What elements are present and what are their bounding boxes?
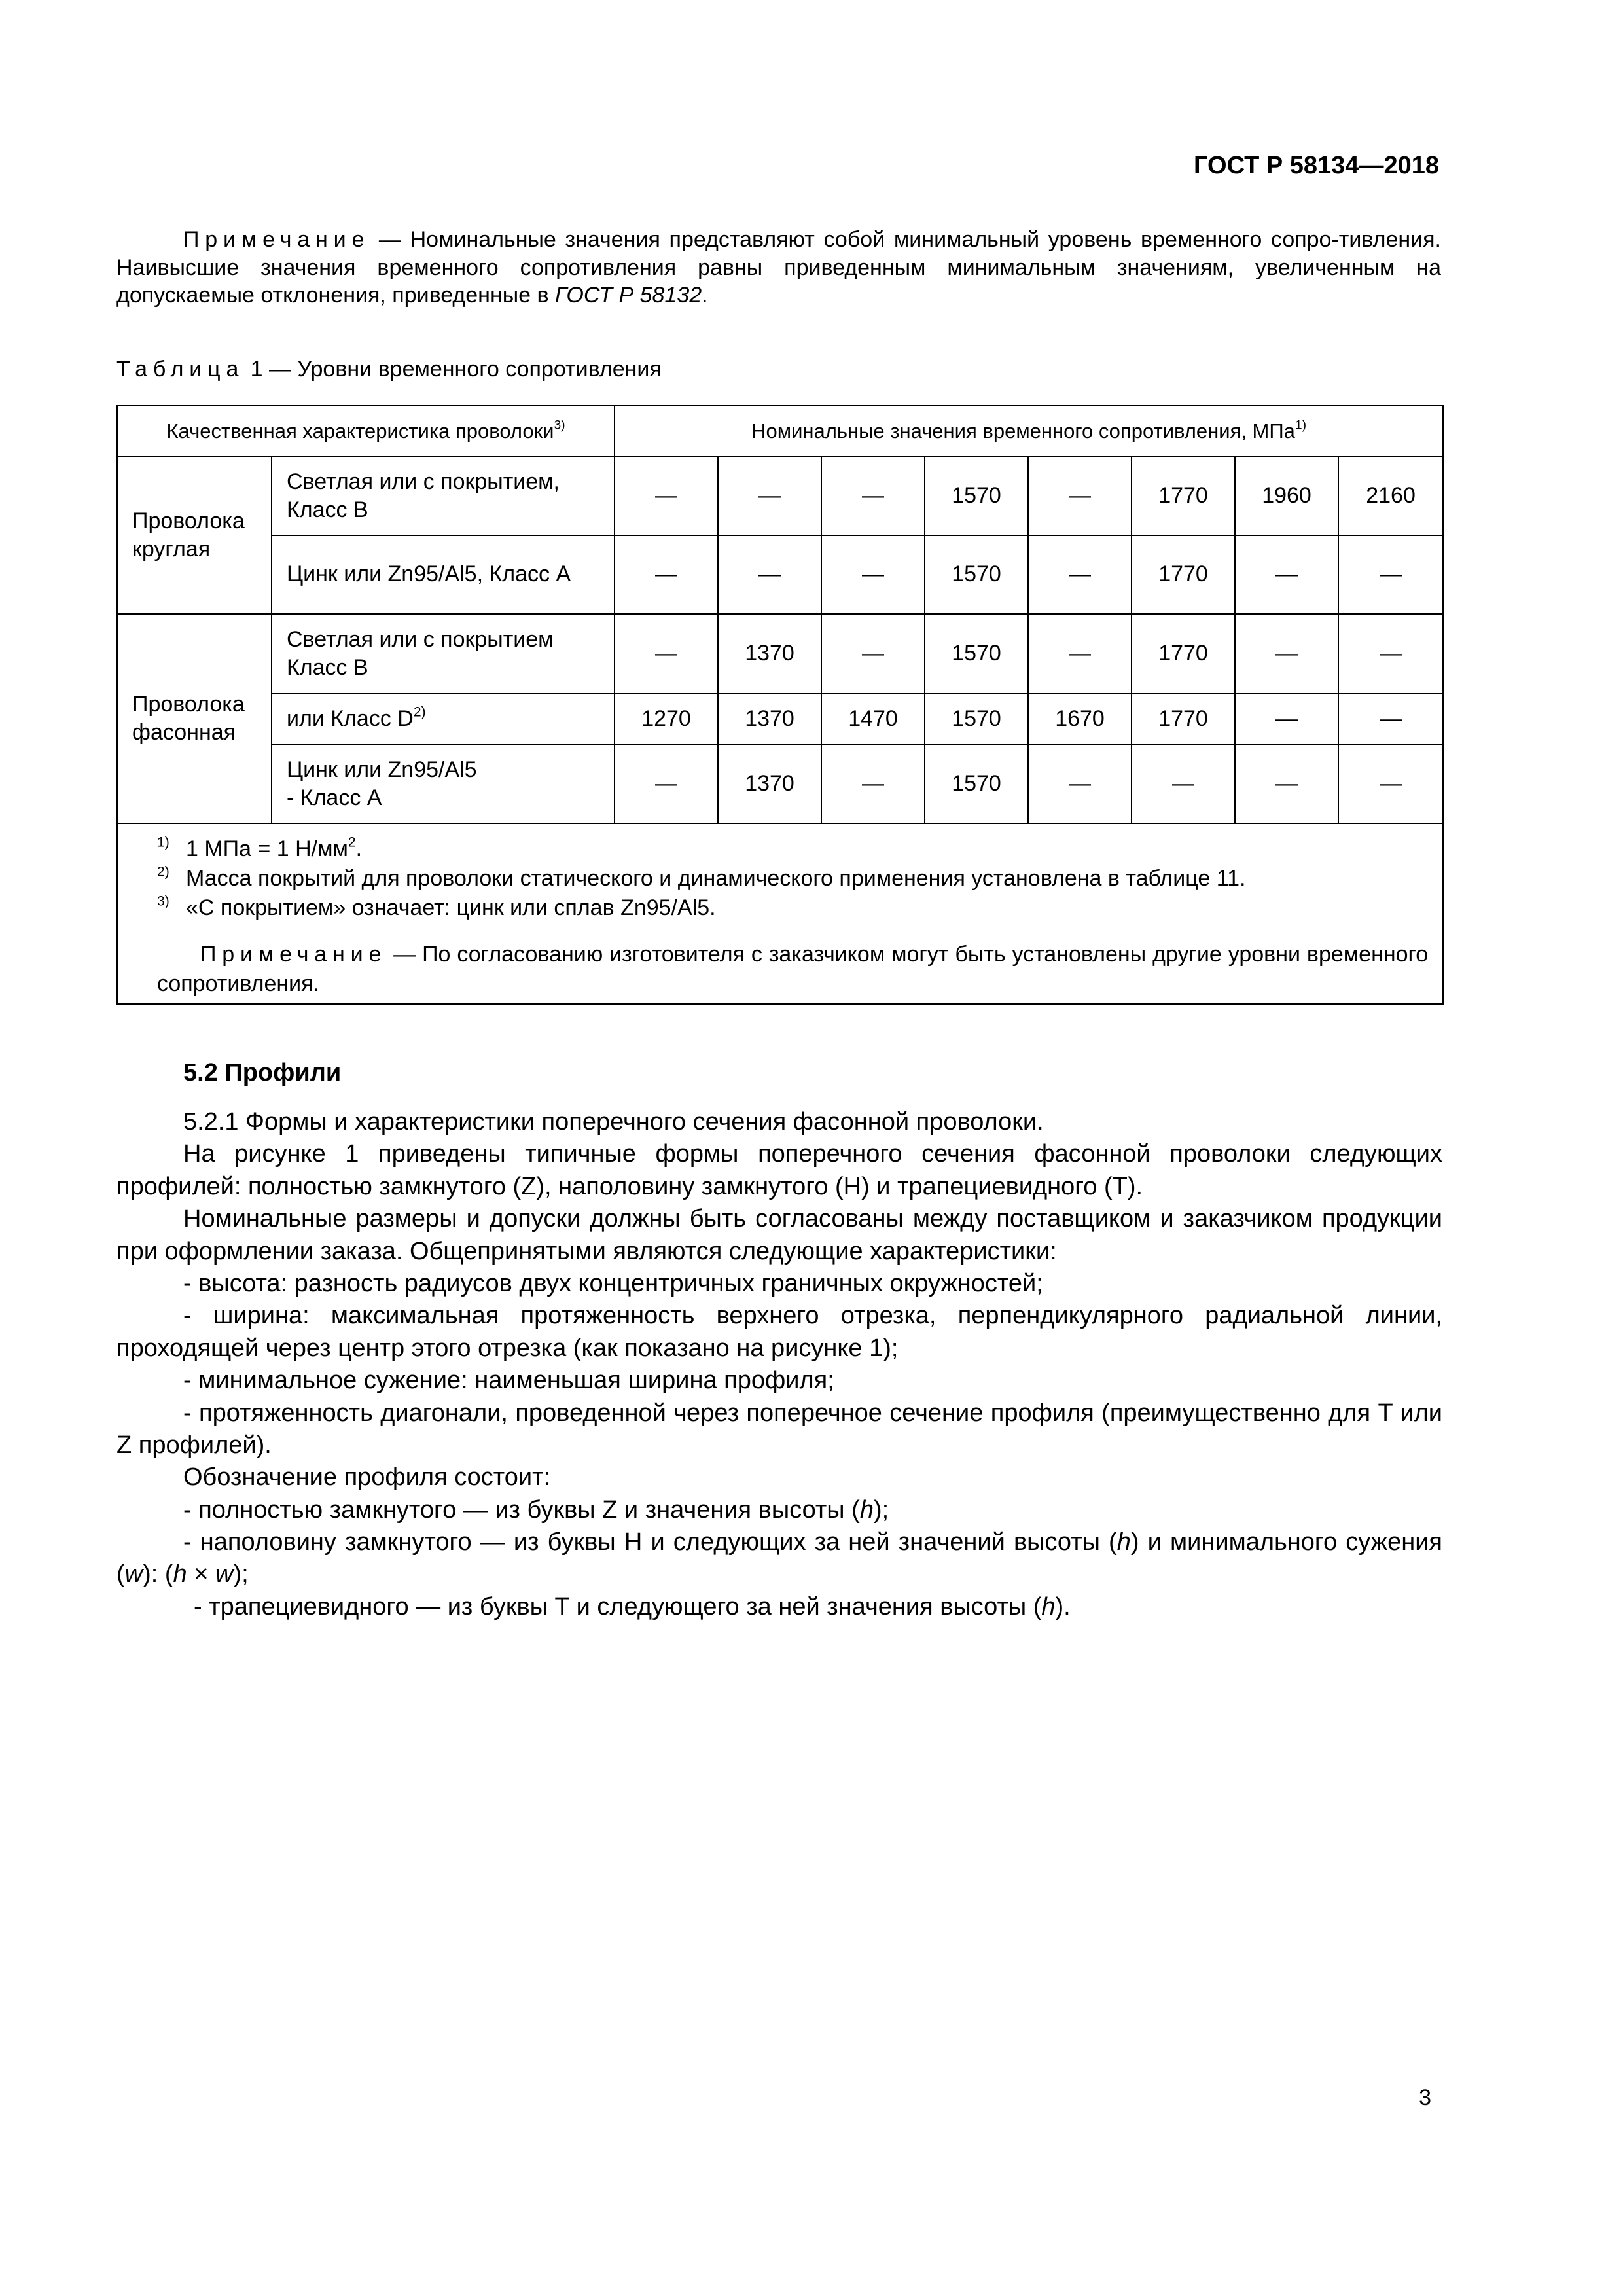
cell: 1370 <box>718 694 821 745</box>
header-left-text: Качественная характеристика проволоки <box>166 420 554 443</box>
cell: — <box>1028 614 1132 694</box>
cell: 1270 <box>615 694 718 745</box>
row-desc: Светлая или с покрытием, Класс B <box>272 457 615 535</box>
footnote-after: . <box>355 836 363 861</box>
list-text: - наполовину замкнутого — из буквы H и следующих за ней значений высоты ( <box>183 1528 1117 1556</box>
group-round-wire: Проволока круглая <box>117 457 272 614</box>
paragraph: Обозначение профиля состоит: <box>183 1463 551 1492</box>
list-text: ). <box>1055 1592 1071 1621</box>
cell: — <box>821 457 925 535</box>
note-reference: ГОСТ Р 58132 <box>555 283 702 308</box>
page-number: 3 <box>1419 2085 1431 2110</box>
footnote-2 <box>157 864 1398 893</box>
cell: — <box>615 535 718 614</box>
cell: — <box>718 457 821 535</box>
footnote-mark: 3) <box>157 893 169 908</box>
symbol-h: h <box>859 1496 874 1524</box>
cell: 1770 <box>1132 457 1235 535</box>
footnote-sup: 2 <box>348 834 356 850</box>
cell: — <box>1338 535 1443 614</box>
cell: — <box>1338 614 1443 694</box>
cell: 1370 <box>718 745 821 823</box>
document-code: ГОСТ Р 58134—2018 <box>1194 152 1439 179</box>
table-footnotes <box>117 823 1443 1004</box>
row-desc <box>272 694 615 745</box>
cell: — <box>821 745 925 823</box>
table-row <box>117 745 1443 823</box>
footnote-1 <box>157 834 1398 864</box>
table-row <box>117 614 1443 694</box>
group-shaped-wire: Проволока фасонная <box>117 614 272 823</box>
cell: — <box>1235 614 1338 694</box>
symbol-w: w <box>124 1560 143 1588</box>
table-note <box>157 940 1428 999</box>
cell: — <box>1235 535 1338 614</box>
paragraph: Номинальные размеры и допуски должны быть согласованы между поставщиком и заказчиком продукции при оформлении заказа. Общепринятыми являются следующие характеристики: <box>116 1205 1442 1265</box>
times-sign: × <box>187 1560 215 1588</box>
header-left-sup: 3) <box>554 418 565 433</box>
list-item: - протяженность диагонали, проведенной через поперечное сечение профиля (преимущественно для T или Z профилей). <box>116 1399 1442 1459</box>
table-note-label: Примечание <box>200 941 387 967</box>
row-desc-sup: 2) <box>413 704 426 720</box>
strength-table <box>116 405 1444 1005</box>
cell: — <box>821 535 925 614</box>
row-desc: Цинк или Zn95/Al5, Класс A <box>272 535 615 614</box>
footnote-text: Масса покрытий для проволоки статического и динамического применения установлена в таблице 11. <box>186 865 1246 891</box>
cell: 1770 <box>1132 694 1235 745</box>
cell: — <box>1028 745 1132 823</box>
cell: 1670 <box>1028 694 1132 745</box>
section-title: 5.2 Профили <box>183 1059 342 1086</box>
table-caption-label: Таблица <box>116 357 245 382</box>
list-text: ); <box>233 1560 249 1588</box>
symbol-h: h <box>173 1560 187 1588</box>
row-desc-line2: - Класс A <box>287 785 382 810</box>
table-row <box>117 694 1443 745</box>
table-row <box>117 535 1443 614</box>
note-text: — Номинальные значения представляют собой минимальный уровень временного сопро-тивления. Наивысшие значения временного сопротивления равны приведенным минимальным значениям, увеличенным на допускаемые отклонения, приведенные в <box>116 227 1441 308</box>
footnote-mark: 1) <box>157 834 169 850</box>
cell: — <box>1132 745 1235 823</box>
header-nominal-values <box>615 406 1443 457</box>
table-row <box>117 457 1443 535</box>
cell: 1470 <box>821 694 925 745</box>
cell: 1370 <box>718 614 821 694</box>
cell: 1770 <box>1132 614 1235 694</box>
cell: 1960 <box>1235 457 1338 535</box>
row-desc-text: или Класс D <box>287 706 414 732</box>
paragraph: На рисунке 1 приведены типичные формы поперечного сечения фасонной проволоки следующих профилей: полностью замкнутого (Z), наполовину замкнутого (H) и трапециевидного (T). <box>116 1140 1442 1200</box>
footnote-text: «С покрытием» означает: цинк или сплав Zn95/Al5. <box>186 895 716 920</box>
cell: 1770 <box>1132 535 1235 614</box>
table-caption <box>116 357 662 382</box>
cell: — <box>1235 745 1338 823</box>
list-text: ); <box>873 1496 889 1524</box>
row-desc-line1: Цинк или Zn95/Al5 <box>287 757 477 782</box>
cell: — <box>1338 694 1443 745</box>
cell: 1570 <box>925 694 1028 745</box>
symbol-w: w <box>215 1560 234 1588</box>
note-top <box>116 226 1441 310</box>
cell: — <box>615 614 718 694</box>
cell: — <box>1028 535 1132 614</box>
cell: — <box>615 457 718 535</box>
cell: 1570 <box>925 535 1028 614</box>
cell: 2160 <box>1338 457 1443 535</box>
note-end: . <box>702 283 708 308</box>
list-text: ) и минимального сужения ( <box>116 1528 1442 1588</box>
list-text: - полностью замкнутого — из буквы Z и значения высоты ( <box>183 1496 860 1524</box>
section-body <box>116 1106 1442 1623</box>
header-wire-characteristic <box>117 406 615 457</box>
cell: 1570 <box>925 614 1028 694</box>
cell: — <box>1338 745 1443 823</box>
list-item: - ширина: максимальная протяженность верхнего отрезка, перпендикулярного радиальной линии, проходящей через центр этого отрезка (как показано на рисунке 1); <box>116 1302 1442 1362</box>
cell: 1570 <box>925 745 1028 823</box>
footnote-text: 1 МПа = 1 Н/мм <box>186 836 348 861</box>
list-item: - высота: разность радиусов двух концентричных граничных окружностей; <box>183 1269 1043 1297</box>
cell: — <box>615 745 718 823</box>
table-caption-text: 1 — Уровни временного сопротивления <box>244 357 662 382</box>
header-right-text: Номинальные значения временного сопротивления, МПа <box>751 420 1295 443</box>
note-label: Примечание <box>183 227 370 252</box>
footnote-mark: 2) <box>157 864 169 880</box>
symbol-h: h <box>1041 1592 1056 1621</box>
symbol-h: h <box>1116 1528 1131 1556</box>
row-desc: Светлая или с покрытием Класс B <box>272 614 615 694</box>
list-item: - минимальное сужение: наименьшая ширина профиля; <box>183 1367 834 1395</box>
footnote-3 <box>157 893 1398 923</box>
cell: 1570 <box>925 457 1028 535</box>
paragraph: 5.2.1 Формы и характеристики поперечного сечения фасонной проволоки. <box>183 1108 1044 1136</box>
list-text: - трапециевидного — из буквы T и следующего за ней значения высоты ( <box>194 1592 1042 1621</box>
header-right-sup: 1) <box>1294 418 1306 433</box>
cell: — <box>718 535 821 614</box>
row-desc <box>272 745 615 823</box>
cell: — <box>821 614 925 694</box>
list-item <box>116 1591 1442 1623</box>
table-note-text: — По согласованию изготовителя с заказчиком могут быть установлены другие уровни временного сопротивления. <box>157 941 1429 996</box>
cell: — <box>1235 694 1338 745</box>
list-item <box>116 1526 1442 1591</box>
list-item <box>116 1494 1442 1526</box>
list-text: ): ( <box>143 1560 173 1588</box>
cell: — <box>1028 457 1132 535</box>
